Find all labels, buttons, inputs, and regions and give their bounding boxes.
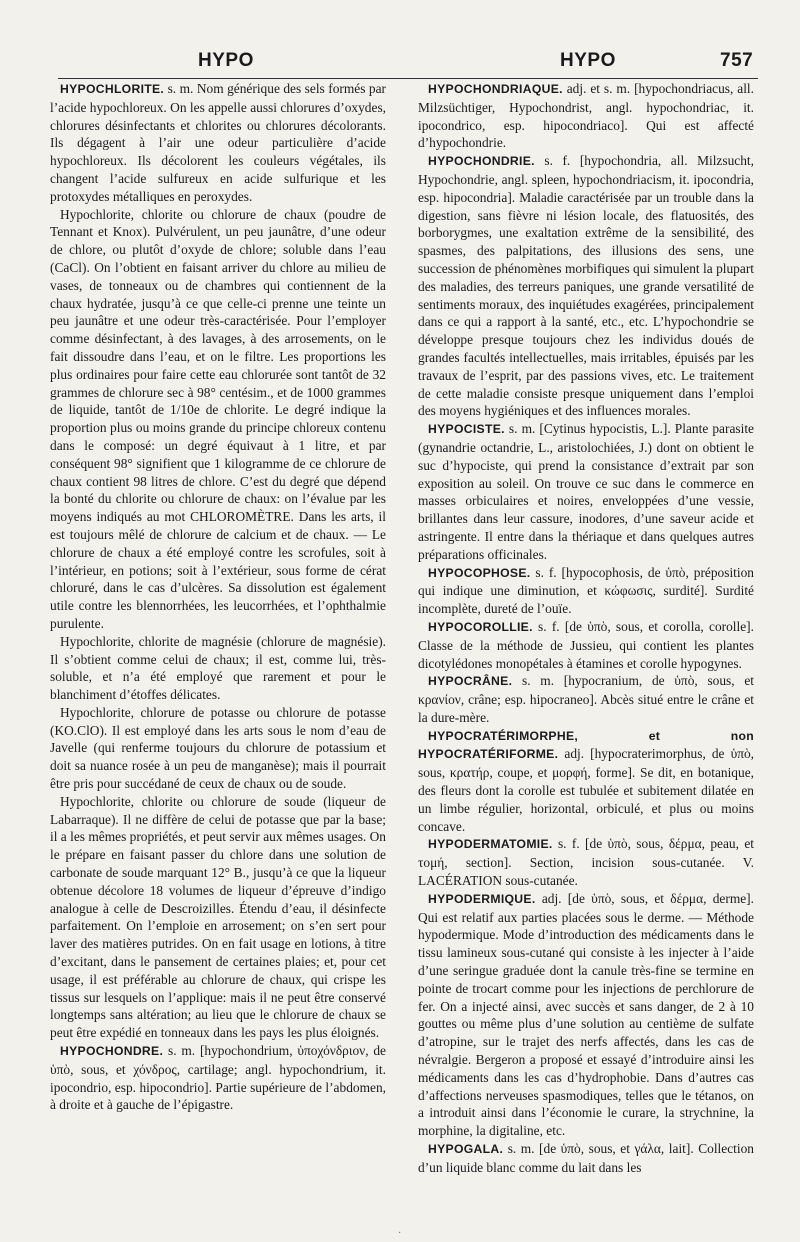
dictionary-entry <box>418 1140 754 1177</box>
dictionary-entry <box>418 80 754 152</box>
entry-headword: HYPOCRÂNE. <box>428 674 513 689</box>
dictionary-entry <box>418 672 754 726</box>
entry-headword: HYPOCHONDRIE. <box>428 154 535 169</box>
entry-text: Hypochlorite, chlorite ou chlorure de soude (liqueur de Labarraque). Il ne diffère de celui de potasse que par la base; il a les mêmes propriétés, et peut servir aux mêmes usages. On le prépare en faisant passer du chlore dans une solution de carbonate de soude marquant 12° B., jusqu’à ce que la liqueur obtenue décolore 18 volumes de liqueur d’épreuve d’indigo analogue à celle de Descroizilles. Étendu d’eau, il désinfecte parfaitement. On l’emploie en arrosement; on s’en sert pour laver des matières putrides. On en fait usage en lotions, à titre d’excitant, dans le pansement de certaines plaies; et, pour cet usage, il est préférable au chlorure de chaux, qui crispe les tissus sur lesquels on l’applique: mais il ne peut être conservé longtemps sans altération; au lieu que le chlorure de chaux se peut être expédié en tonneaux dans les pays les plus éloignés. <box>50 793 386 1041</box>
entry-text: s. m. [hypocranium, de ὑπὸ, sous, et κρανίον, crâne; esp. hipocraneo]. Abcès situé entre le crâne et la dure-mère. <box>418 673 755 725</box>
dictionary-entry <box>418 835 754 889</box>
entry-text: s. m. [Cytinus hypocistis, L.]. Plante parasite (gynandrie octandrie, L., aristolochiées, J.) dont on obtient le suc d’hypociste, qui prend la consistance d’extrait par son exposition au soleil. On trouve ce suc dans le commerce en masses orbiculaires et noires, enveloppées d’une vessie, brillantes dans leur cassure, inodores, d’une saveur acide et astringente. Il entre dans la thériaque et dans quelques autres préparations officinales. <box>418 421 754 562</box>
entry-text: Hypochlorite, chlorite de magnésie (chlorure de magnésie). Il s’obtient comme celui de chaux; il est, comme lui, très-soluble, et n’a été employé que rarement et pour le blanchiment d’étoffes délicates. <box>50 633 386 703</box>
dictionary-entry <box>50 1042 386 1114</box>
entry-headword: HYPOCHLORITE. <box>60 82 165 96</box>
dictionary-entry <box>50 206 386 633</box>
entry-text: s. m. [de ὑπὸ, sous, et γάλα, lait]. Collection d’un liquide blanc comme du lait dans les <box>418 1141 754 1175</box>
dictionary-entry <box>50 704 386 793</box>
entry-text: Hypochlorite, chlorite ou chlorure de chaux (poudre de Tennant et Knox). Pulvérulent, un peu jaunâtre, d’une odeur de chlore, ou plutôt d’oxyde de chlore; soluble dans l’eau (CaCl). On l’obtient en faisant arriver du chlore au milieu de vases, de tonneaux ou de chambres qui contiennent de la chaux hydratée, jusqu’à ce que celle-ci prenne une teinte un peu jaunâtre et une odeur très-caractérisée. Pour l’employer comme désinfectant, à des lavages, à des arrosements, on le fait dissoudre dans l’eau, et on le filtre. Les proportions les plus ordinaires pour faire cette eau chlorurée sont tantôt de 32 grammes de chlorure sec à 98° centésim., et de 1000 grammes de liquide, tantôt de 1/10e de chlorite. Le degré indique la proportion plus ou moins grande du principe chloreux contenu dans le composé: un degré équivaut à 1 litre, et par conséquent 98° signifient que 1 kilogramme de ce chlorure de chaux contient 98 litres de chlore. C’est du degré que dépend la bonté du chlorite ou chlorure de chaux: on l’évalue par les moyens indiqués au mot CHLOROMÈTRE. Dans les arts, il est toujours mêlé de chlorure de calcium et de chaux. — Le chlorure de chaux a été employé contre les scrofules, soit à l’intérieur, en potions; soit à l’extérieur, sous forme de cérat chloruré, dans le cas d’ulcères. Sa dissolution est également utile contre les blennorrhées, les leucorrhées, et l’ophthalmie purulente. <box>50 206 386 631</box>
dictionary-entry <box>418 420 754 563</box>
dictionary-entry <box>50 80 386 206</box>
entry-text: s. m. [hypochondrium, ὑποχόνδριον, de ὑπὸ, sous, et χόνδρος, cartilage; angl. hypochondrium, it. ipocondrio, esp. hipocondrio]. Partie supérieure de l’abdomen, à droite et à gauche de l’épigastre. <box>50 1043 386 1113</box>
header-left-guide-word: HYPO <box>198 50 254 71</box>
running-header <box>0 50 800 76</box>
header-rule <box>58 78 758 79</box>
entry-headword: HYPOCOROLLIE. <box>428 619 533 634</box>
dictionary-entry <box>418 152 754 420</box>
entry-text: s. f. [hypocophosis, de ὑπὸ, préposition qui indique une diminution, et κώφωσις, surdité]. Surdité incomplète, dureté de l’ouïe. <box>418 564 754 617</box>
dictionary-entry <box>50 633 386 704</box>
entry-headword: HYPOCOPHOSE. <box>428 565 531 580</box>
dictionary-entry <box>418 564 754 618</box>
entry-headword: HYPOCISTE. <box>428 422 505 437</box>
entry-text: s. f. [de ὑπὸ, sous, et corolla, corolle]. Classe de la méthode de Jussieu, qui contient les plantes dicotylédones monopétales à étamines et corolle hypogynes. <box>418 618 754 671</box>
entry-text: s. m. Nom générique des sels formés par l’acide hypochloreux. On les appelle aussi chlorures d’oxydes, chlorures désinfectants et chlorites ou chlorures décolorants. Ils dégagent à l’air une odeur particulière d’acide hypochloreux. Ils décolorent les couleurs végétales, ils changent l’acide sulfureux en acide sulfurique et les protoxydes métalliques en peroxydes. <box>50 81 386 204</box>
entry-text: adj. [hypocraterimorphus, de ὑπὸ, sous, κρατήρ, coupe, et μορφή, forme]. Se dit, en botanique, des fleurs dont la corolle est tubulée et subitement dilatée en un limbe régulier, horizontal, orbiculé, et plus ou moins concave. <box>418 746 754 834</box>
entry-headword: HYPOCRATÉRIMORPHE, et non HYPOCRATÉRIFORME. <box>418 728 754 762</box>
header-right-guide-word: HYPO <box>560 50 616 71</box>
dictionary-entry <box>418 727 754 836</box>
entry-headword: HYPODERMIQUE. <box>428 891 536 906</box>
entry-text: adj. et s. m. [hypochondriacus, all. Milzsüchtiger, Hypochondrist, angl. hypochondriac, it. ipocondrico, esp. hipocondriaco]. Qui est affecté d’hypochondrie. <box>418 81 754 151</box>
page-number: 757 <box>720 50 754 71</box>
footer-mark: · <box>398 1228 402 1239</box>
entry-headword: HYPODERMATOMIE. <box>428 837 553 852</box>
entry-headword: HYPOGALA. <box>428 1142 504 1157</box>
right-column <box>418 80 754 1177</box>
entry-headword: HYPOCHONDRIAQUE. <box>428 82 563 96</box>
dictionary-entry <box>418 618 754 672</box>
entry-text: s. f. [de ὑπὸ, sous, δέρμα, peau, et τομή, section]. Section, incision sous-cutanée. V. LACÉRATION sous-cutanée. <box>418 836 754 889</box>
entry-text: s. f. [hypochondria, all. Milzsucht, Hypochondrie, angl. spleen, hypochondriacism, it. ipocondria, esp. hipocondria]. Maladie caractérisée par un trouble dans la digestion, sans fièvre ni lésion locale, des flatuosités, des borborygmes, une exaltation extrême de la sensibilité, des spasmes, des palpitations, des illusions des sens, une succession de phénomènes morbifiques qui simulent la plupart des maladies, des terreurs paniques, une grande versatilité de sentiments moraux, des inquiétudes exagérées, principalement dans ce qui a rapport à la santé, etc., etc. L’hypochondrie se développe presque toujours chez les individus doués de grandes facultés intellectuelles, mais irritables, épuisés par les travaux de l’esprit, par des passions vives, etc. Le traitement de cette maladie consiste presque uniquement dans l’emploi des moyens hygiéniques et des influences morales. <box>418 153 754 419</box>
entry-text: Hypochlorite, chlorure de potasse ou chlorure de potasse (KO.ClO). Il est employé dans les arts sous le nom d’eau de Javelle (qui renferme toujours du chlorure de potassium et doit sa nuance rosée à un peu de manganèse); mais il pourrait être pris pour succédané de ceux de chaux ou de soude. <box>50 704 386 792</box>
dictionary-entry <box>418 890 754 1140</box>
entry-text: adj. [de ὑπὸ, sous, et δέρμα, derme]. Qui est relatif aux parties placées sous le derme. — Méthode hypodermique. Mode d’introduction des médicaments dans le tissu lamineux sous-cutané qui consiste à les injecter à l’aide d’une seringue graduée dont la canule très-fine se termine en pointe de trocart comme pour les injections de perchlorure de fer. On a injecté ainsi, avec succès et sans danger, de 2 à 10 gouttes ou même plus d’une solution au centième de sulfate d’atropine, sur le trajet des nerfs affectés, dans les cas de névralgie. Bergeron a proposé et essayé d’introduire ainsi les médicaments dans les cas d’hydrophobie. Dans d’autres cas d’affections nerveuses spasmodiques, telles que le tétanos, on a introduit ainsi dans l’économie le curare, la strychnine, la morphine, la digitaline, etc. <box>418 890 754 1139</box>
left-column <box>50 80 386 1114</box>
entry-headword: HYPOCHONDRE. <box>60 1044 164 1059</box>
dictionary-entry <box>50 793 386 1042</box>
